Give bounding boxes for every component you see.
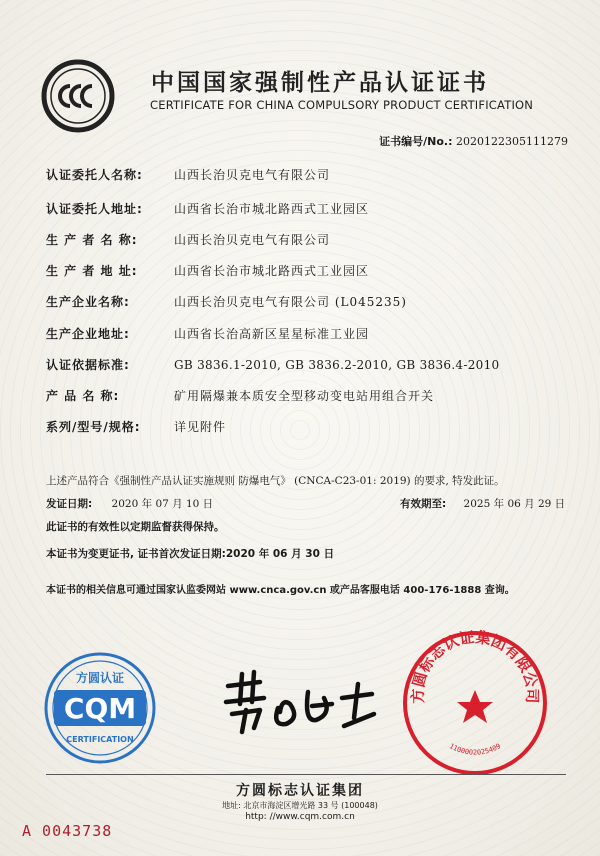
field-factory-address bbox=[46, 325, 566, 343]
field-applicant-address bbox=[46, 200, 566, 218]
expiry-date-label: 有效期至: bbox=[400, 498, 447, 510]
info-note: 本证书的相关信息可通过国家认监委网站 www.cnca.gov.cn 或产品客服电话 400-176-1888 查询。 bbox=[46, 585, 515, 596]
field-standards bbox=[46, 356, 566, 374]
field-product-name bbox=[46, 387, 566, 405]
issuer-website: http: //www.cqm.com.cn bbox=[245, 812, 355, 822]
field-label: 生产企业地址: bbox=[46, 327, 130, 341]
issuer-address: 地址: 北京市海淀区增光路 33 号 (100048) bbox=[222, 801, 378, 810]
conformity-statement: 上述产品符合《强制性产品认证实施规则 防爆电气》 (CNCA-C23-01: 2019) 的要求, 特发此证。 bbox=[46, 475, 505, 487]
field-label: 生 产 者 地 址: bbox=[46, 264, 138, 278]
title-chinese: 中国国家强制性产品认证证书 bbox=[151, 70, 489, 96]
expiry-date-value: 2025 年 06 月 29 日 bbox=[463, 498, 566, 510]
seal-number: 1100002025409 bbox=[447, 742, 503, 757]
issue-date-label: 发证日期: bbox=[46, 498, 93, 510]
seal-star-icon bbox=[457, 690, 493, 723]
field-value: 山西长治贝克电气有限公司 (L045235) bbox=[174, 295, 407, 309]
field-value: 矿用隔爆兼本质安全型移动变电站用组合开关 bbox=[174, 389, 435, 403]
signature-image bbox=[220, 668, 390, 738]
issue-date-row bbox=[46, 496, 213, 511]
expiry-date-row bbox=[400, 496, 565, 511]
field-factory-name bbox=[46, 293, 566, 311]
cqm-logo-main: CQM bbox=[63, 692, 137, 725]
cqm-logo-icon bbox=[40, 650, 160, 766]
footer-divider bbox=[46, 774, 566, 775]
field-value: 山西省长治高新区星星标准工业园 bbox=[174, 327, 370, 341]
certificate-number bbox=[379, 133, 568, 149]
field-value: 山西省长治市城北路西式工业园区 bbox=[174, 264, 370, 278]
cqm-logo-bottom: CERTIFICATION bbox=[66, 735, 134, 744]
serial-number: A 0043738 bbox=[22, 822, 113, 840]
seal-text: 方圆标志认证集团有限公司 bbox=[408, 628, 542, 704]
field-label: 系列/型号/规格: bbox=[46, 420, 141, 434]
change-note: 本证书为变更证书, 证书首次发证日期:2020 年 06 月 30 日 bbox=[46, 548, 335, 560]
certificate-number-label: 证书编号/No.: bbox=[379, 135, 453, 148]
validity-note: 此证书的有效性以定期监督获得保持。 bbox=[46, 521, 225, 533]
field-value: 山西长治贝克电气有限公司 bbox=[174, 233, 331, 247]
field-label: 认证委托人地址: bbox=[46, 202, 143, 216]
company-seal-icon bbox=[400, 628, 550, 778]
field-value: 详见附件 bbox=[174, 420, 227, 434]
field-model-spec bbox=[46, 418, 566, 436]
field-label: 生 产 者 名 称: bbox=[46, 233, 138, 247]
field-applicant-name bbox=[46, 166, 566, 184]
field-manufacturer-address bbox=[46, 262, 566, 280]
issuer-name: 方圆标志认证集团 bbox=[236, 783, 364, 799]
title-english: CERTIFICATE FOR CHINA COMPULSORY PRODUCT CERTIFICATION bbox=[150, 98, 534, 112]
cqm-logo-top: 方圆认证 bbox=[75, 671, 125, 685]
field-manufacturer-name bbox=[46, 231, 566, 249]
field-label: 产 品 名 称: bbox=[46, 389, 120, 403]
field-label: 认证委托人名称: bbox=[46, 168, 143, 182]
issue-date-value: 2020 年 07 月 10 日 bbox=[111, 498, 214, 510]
field-value: 山西省长治市城北路西式工业园区 bbox=[174, 202, 370, 216]
field-label: 认证依据标准: bbox=[46, 358, 130, 372]
field-value: 山西长治贝克电气有限公司 bbox=[174, 168, 331, 182]
field-value: GB 3836.1-2010, GB 3836.2-2010, GB 3836.4-2010 bbox=[174, 358, 500, 372]
certificate-number-value: 2020122305111279 bbox=[456, 135, 568, 148]
field-label: 生产企业名称: bbox=[46, 295, 130, 309]
